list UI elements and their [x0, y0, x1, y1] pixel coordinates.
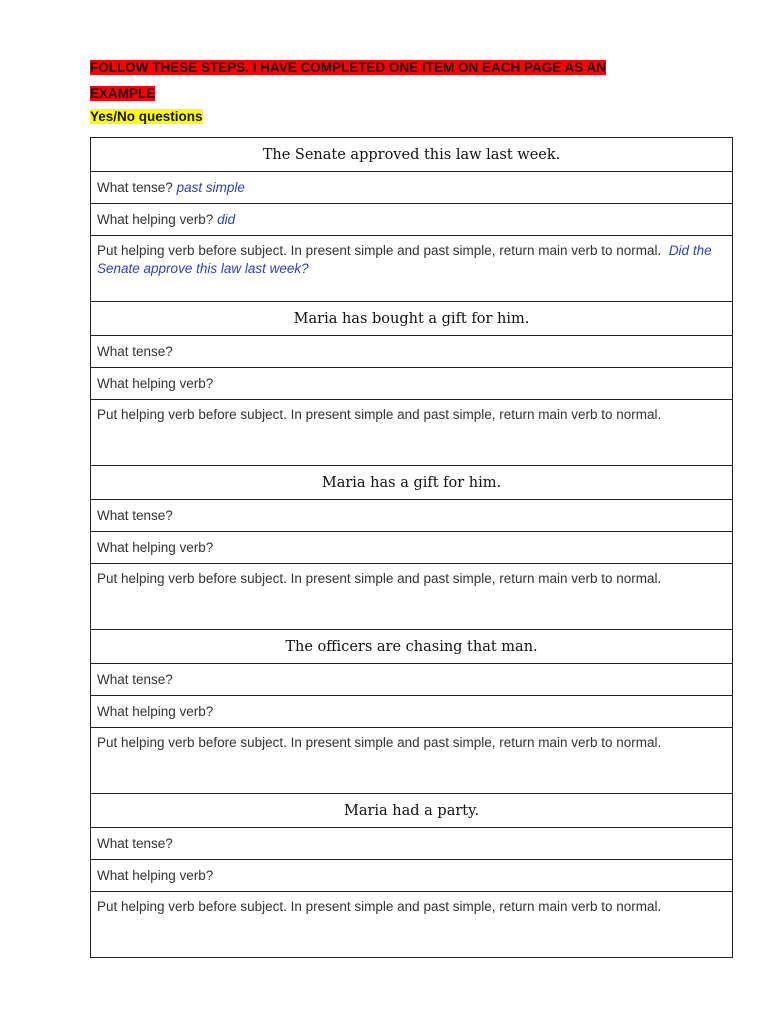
helper-prompt: What helping verb? — [97, 704, 214, 719]
instruction-text: Put helping verb before subject. In present simple and past simple, return main verb to normal. — [97, 407, 662, 422]
sentence-row — [91, 138, 733, 172]
helper-answer: did — [217, 212, 236, 227]
tense-row — [91, 336, 733, 368]
tense-cell[interactable] — [91, 828, 733, 860]
instruction-text: Put helping verb before subject. In present simple and past simple, return main verb to normal. — [97, 571, 662, 586]
tense-cell[interactable] — [91, 664, 733, 696]
instruction-line-1: FOLLOW THESE STEPS. I HAVE COMPLETED ONE ITEM ON EACH PAGE AS AN — [90, 60, 607, 75]
section-subheading — [90, 108, 203, 126]
helper-cell[interactable] — [91, 368, 733, 400]
sentence-row — [91, 466, 733, 500]
tense-cell[interactable] — [91, 500, 733, 532]
helper-prompt: What helping verb? — [97, 212, 214, 227]
tense-prompt: What tense? — [97, 672, 173, 687]
subheading-text: Yes/No questions — [90, 109, 203, 124]
helper-prompt: What helping verb? — [97, 376, 214, 391]
instruction-text: Put helping verb before subject. In present simple and past simple, return main verb to normal. — [97, 243, 662, 258]
sentence-text: The Senate approved this law last week. — [91, 138, 733, 172]
sentence-text: The officers are chasing that man. — [91, 630, 733, 664]
helper-row — [91, 204, 733, 236]
question-row — [91, 892, 733, 958]
tense-row — [91, 500, 733, 532]
helper-prompt: What helping verb? — [97, 540, 214, 555]
question-row — [91, 564, 733, 630]
instruction-text: Put helping verb before subject. In present simple and past simple, return main verb to normal. — [97, 735, 662, 750]
sentence-text: Maria has bought a gift for him. — [91, 302, 733, 336]
helper-cell[interactable] — [91, 860, 733, 892]
helper-prompt: What helping verb? — [97, 868, 214, 883]
helper-cell[interactable] — [91, 532, 733, 564]
question-row — [91, 400, 733, 466]
sentence-row — [91, 630, 733, 664]
tense-cell[interactable] — [91, 336, 733, 368]
instruction-line-2: EXAMPLE — [90, 86, 156, 101]
tense-answer: past simple — [176, 180, 245, 195]
tense-row — [91, 664, 733, 696]
question-cell[interactable] — [91, 236, 733, 302]
tense-prompt: What tense? — [97, 508, 173, 523]
question-cell[interactable] — [91, 892, 733, 958]
instruction-heading — [90, 55, 690, 107]
helper-row — [91, 696, 733, 728]
question-answer: Did the Senate approve this law last week? — [97, 243, 712, 276]
sentence-row — [91, 794, 733, 828]
question-cell[interactable] — [91, 400, 733, 466]
tense-prompt: What tense? — [97, 344, 173, 359]
sentence-text: Maria had a party. — [91, 794, 733, 828]
helper-cell[interactable] — [91, 204, 733, 236]
worksheet-table — [90, 137, 733, 958]
question-cell[interactable] — [91, 564, 733, 630]
helper-row — [91, 532, 733, 564]
helper-row — [91, 368, 733, 400]
tense-prompt: What tense? — [97, 180, 173, 195]
sentence-text: Maria has a gift for him. — [91, 466, 733, 500]
tense-cell[interactable] — [91, 172, 733, 204]
sentence-row — [91, 302, 733, 336]
tense-row — [91, 172, 733, 204]
helper-row — [91, 860, 733, 892]
helper-cell[interactable] — [91, 696, 733, 728]
tense-prompt: What tense? — [97, 836, 173, 851]
question-cell[interactable] — [91, 728, 733, 794]
tense-row — [91, 828, 733, 860]
question-row — [91, 236, 733, 302]
instruction-text: Put helping verb before subject. In present simple and past simple, return main verb to normal. — [97, 899, 662, 914]
question-row — [91, 728, 733, 794]
